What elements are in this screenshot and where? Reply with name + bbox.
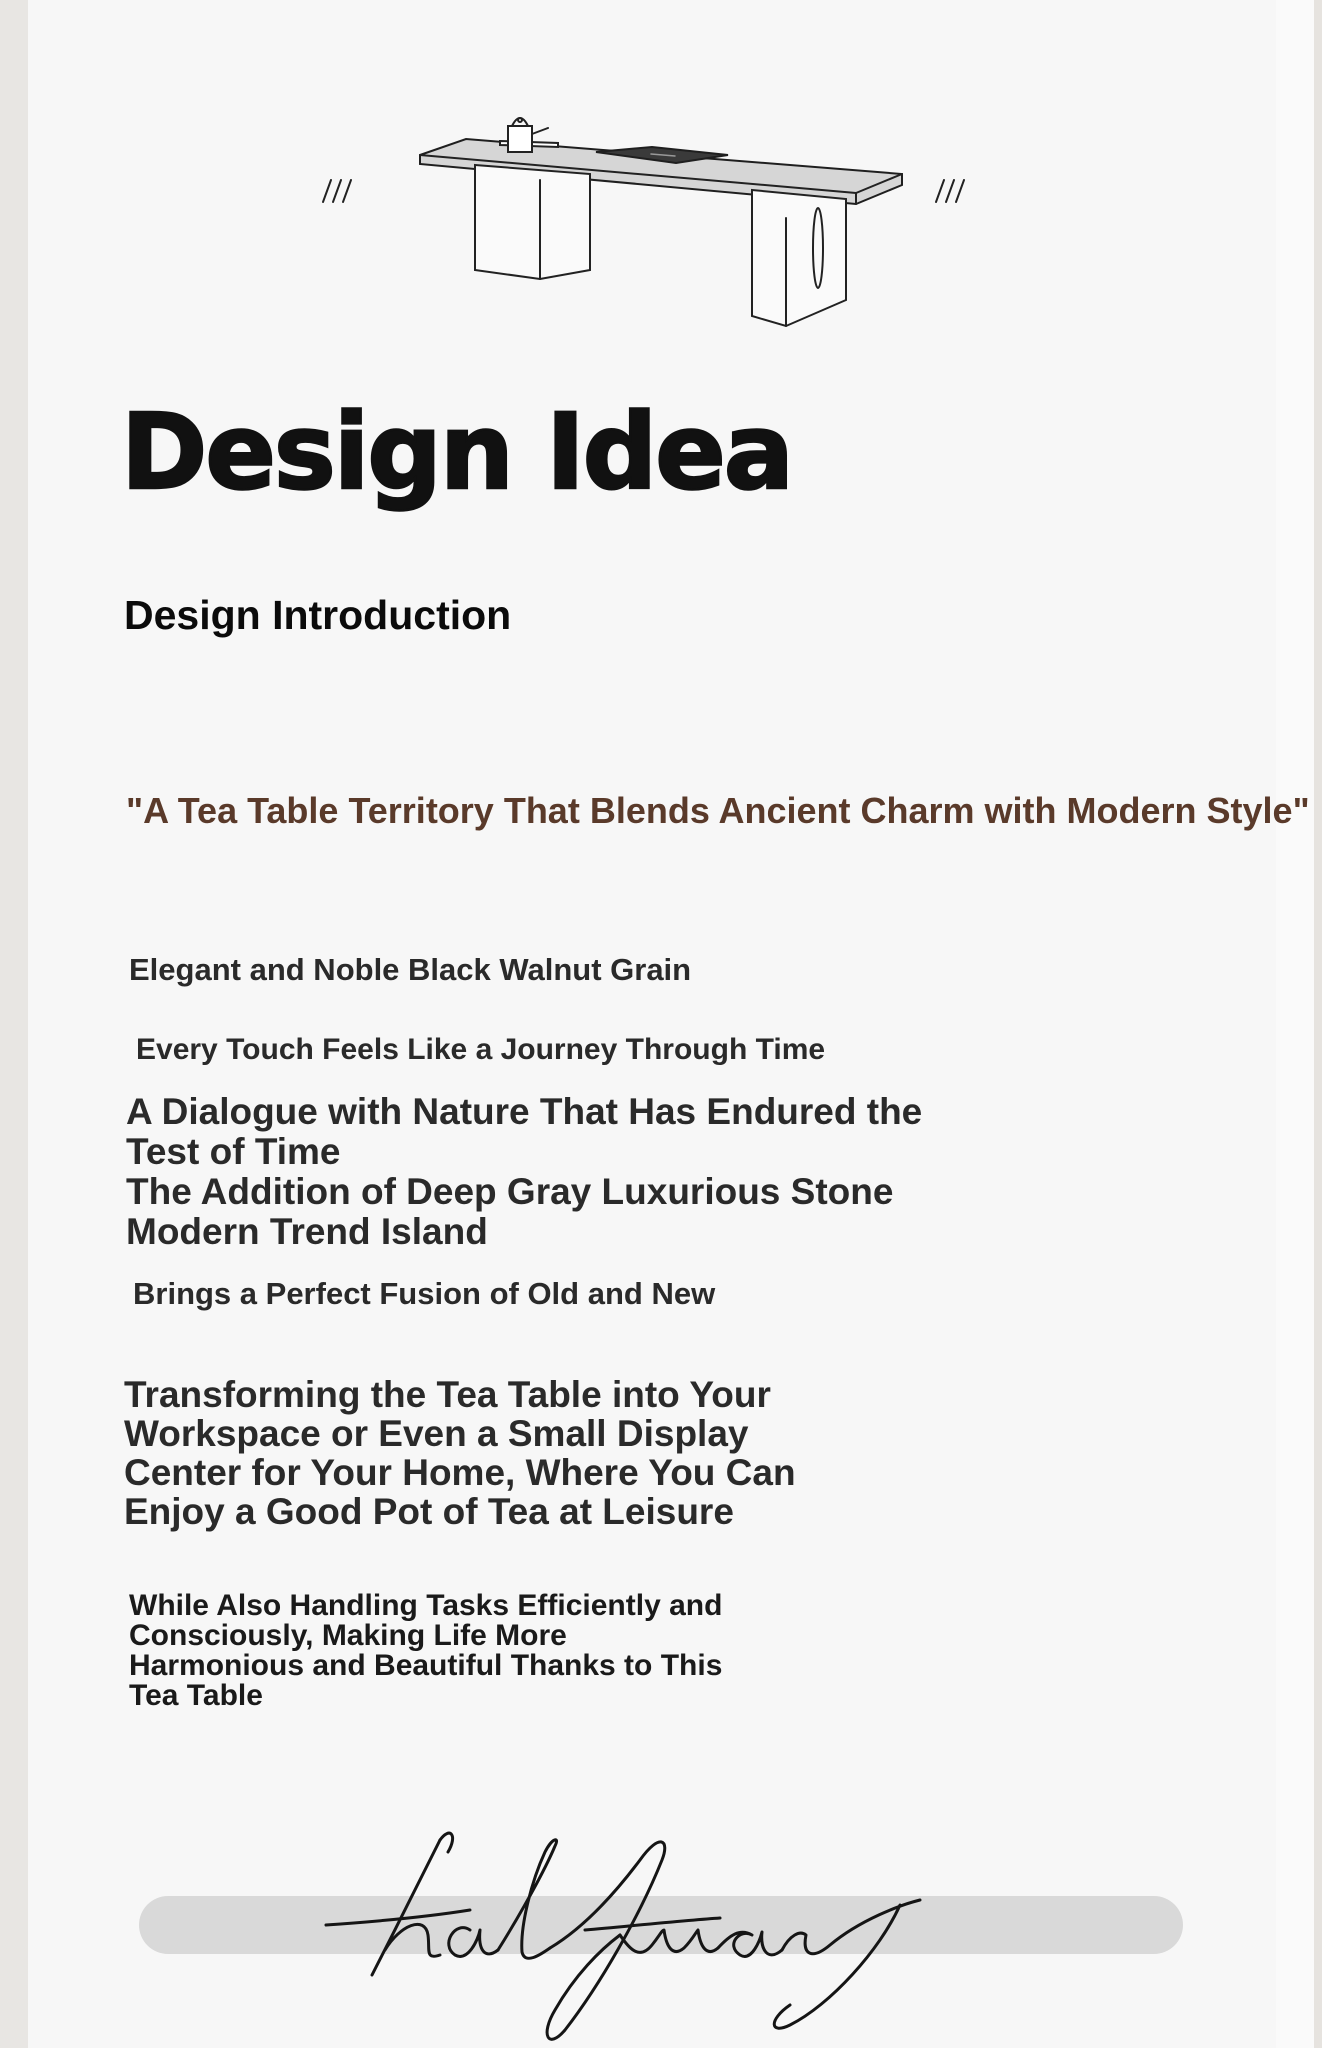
paragraph-line: Modern Trend Island: [126, 1211, 488, 1252]
touch-line: Every Touch Feels Like a Journey Through Time: [136, 1033, 826, 1066]
paragraph-line: Workspace or Even a Small Display: [124, 1413, 749, 1454]
section-subtitle: Design Introduction: [124, 592, 512, 638]
paragraph-line: Transforming the Tea Table into Your: [124, 1374, 771, 1415]
tagline-quote: "A Tea Table Territory That Blends Ancient Charm with Modern Style": [126, 790, 1310, 831]
paragraph-line: A Dialogue with Nature That Has Endured the: [126, 1091, 923, 1132]
paragraph-line: Enjoy a Good Pot of Tea at Leisure: [124, 1491, 734, 1532]
paragraph-line: While Also Handling Tasks Efficiently and: [129, 1589, 723, 1622]
paragraph-line: The Addition of Deep Gray Luxurious Stone: [126, 1171, 894, 1212]
walnut-line: Elegant and Noble Black Walnut Grain: [129, 952, 692, 987]
signature-bar: [139, 1896, 1183, 1954]
paragraph-line: Tea Table: [129, 1679, 263, 1712]
paragraph-line: Consciously, Making Life More: [129, 1619, 567, 1652]
paragraph-line: Center for Your Home, Where You Can: [124, 1452, 796, 1493]
fusion-line: Brings a Perfect Fusion of Old and New: [133, 1276, 716, 1311]
paragraph-line: Test of Time: [126, 1131, 341, 1172]
page-title: Design Idea: [121, 391, 792, 513]
paragraph-line: Harmonious and Beautiful Thanks to This: [129, 1649, 723, 1682]
